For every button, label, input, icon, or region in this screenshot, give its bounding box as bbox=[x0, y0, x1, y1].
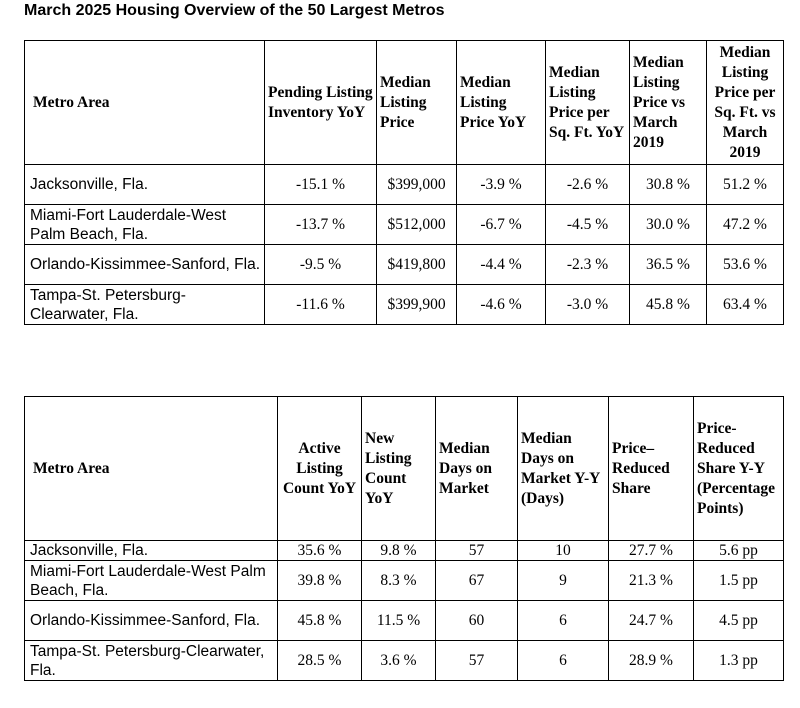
value-cell: 27.7 % bbox=[609, 541, 694, 561]
value-cell: 1.5 pp bbox=[694, 561, 784, 601]
value-cell: 9.8 % bbox=[362, 541, 436, 561]
value-cell: 60 bbox=[436, 601, 518, 641]
column-header: Median Days on Market Y-Y (Days) bbox=[518, 397, 609, 541]
metro-cell: Orlando-Kissimmee-Sanford, Fla. bbox=[25, 245, 265, 285]
column-header: Median Listing Price per Sq. Ft. YoY bbox=[546, 41, 630, 165]
housing-listing-price-table bbox=[24, 40, 784, 325]
value-cell: 39.8 % bbox=[278, 561, 362, 601]
table-row bbox=[25, 165, 784, 205]
value-cell: -3.9 % bbox=[457, 165, 546, 205]
column-header: New Listing Count YoY bbox=[362, 397, 436, 541]
table-row bbox=[25, 641, 784, 681]
value-cell: 9 bbox=[518, 561, 609, 601]
value-cell: 28.9 % bbox=[609, 641, 694, 681]
value-cell: -3.0 % bbox=[546, 285, 630, 325]
metro-cell: Jacksonville, Fla. bbox=[25, 541, 278, 561]
value-cell: -15.1 % bbox=[265, 165, 377, 205]
value-cell: $512,000 bbox=[377, 205, 457, 245]
metro-cell: Tampa-St. Petersburg-Clearwater, Fla. bbox=[25, 285, 265, 325]
value-cell: 5.6 pp bbox=[694, 541, 784, 561]
value-cell: 10 bbox=[518, 541, 609, 561]
column-header: Metro Area bbox=[25, 41, 265, 165]
value-cell: 4.5 pp bbox=[694, 601, 784, 641]
column-header: Price-Reduced Share Y-Y (Percentage Points) bbox=[694, 397, 784, 541]
metro-cell: Miami-Fort Lauderdale-West Palm Beach, Fla. bbox=[25, 205, 265, 245]
column-header: Metro Area bbox=[25, 397, 278, 541]
value-cell: 57 bbox=[436, 641, 518, 681]
table-row bbox=[25, 245, 784, 285]
metro-cell: Orlando-Kissimmee-Sanford, Fla. bbox=[25, 601, 278, 641]
table-row bbox=[25, 285, 784, 325]
column-header: Median Listing Price YoY bbox=[457, 41, 546, 165]
value-cell: $399,000 bbox=[377, 165, 457, 205]
value-cell: 63.4 % bbox=[707, 285, 784, 325]
value-cell: -4.5 % bbox=[546, 205, 630, 245]
value-cell: -4.4 % bbox=[457, 245, 546, 285]
column-header: Pending Listing Inventory YoY bbox=[265, 41, 377, 165]
column-header: Median Days on Market bbox=[436, 397, 518, 541]
value-cell: -6.7 % bbox=[457, 205, 546, 245]
value-cell: -4.6 % bbox=[457, 285, 546, 325]
value-cell: 8.3 % bbox=[362, 561, 436, 601]
value-cell: 24.7 % bbox=[609, 601, 694, 641]
column-header: Median Listing Price bbox=[377, 41, 457, 165]
value-cell: 6 bbox=[518, 641, 609, 681]
value-cell: 51.2 % bbox=[707, 165, 784, 205]
table-header-row bbox=[25, 41, 784, 165]
value-cell: 36.5 % bbox=[630, 245, 707, 285]
table-row bbox=[25, 561, 784, 601]
page-title: March 2025 Housing Overview of the 50 Largest Metros bbox=[24, 2, 445, 19]
value-cell: -9.5 % bbox=[265, 245, 377, 285]
value-cell: 30.8 % bbox=[630, 165, 707, 205]
table-row bbox=[25, 541, 784, 561]
value-cell: 45.8 % bbox=[278, 601, 362, 641]
value-cell: 67 bbox=[436, 561, 518, 601]
value-cell: 53.6 % bbox=[707, 245, 784, 285]
value-cell: 6 bbox=[518, 601, 609, 641]
value-cell: 21.3 % bbox=[609, 561, 694, 601]
value-cell: 47.2 % bbox=[707, 205, 784, 245]
value-cell: -2.6 % bbox=[546, 165, 630, 205]
column-header: Median Listing Price vs March 2019 bbox=[630, 41, 707, 165]
value-cell: 57 bbox=[436, 541, 518, 561]
housing-market-activity-table bbox=[24, 396, 784, 681]
value-cell: $419,800 bbox=[377, 245, 457, 285]
metro-cell: Tampa-St. Petersburg-Clearwater, Fla. bbox=[25, 641, 278, 681]
value-cell: -11.6 % bbox=[265, 285, 377, 325]
value-cell: 30.0 % bbox=[630, 205, 707, 245]
value-cell: 28.5 % bbox=[278, 641, 362, 681]
metro-cell: Miami-Fort Lauderdale-West Palm Beach, Fla. bbox=[25, 561, 278, 601]
table-header-row bbox=[25, 397, 784, 541]
column-header: Active Listing Count YoY bbox=[278, 397, 362, 541]
value-cell: -13.7 % bbox=[265, 205, 377, 245]
table-row bbox=[25, 205, 784, 245]
column-header: Median Listing Price per Sq. Ft. vs March 2019 bbox=[707, 41, 784, 165]
value-cell: -2.3 % bbox=[546, 245, 630, 285]
metro-cell: Jacksonville, Fla. bbox=[25, 165, 265, 205]
value-cell: 1.3 pp bbox=[694, 641, 784, 681]
value-cell: 45.8 % bbox=[630, 285, 707, 325]
value-cell: 3.6 % bbox=[362, 641, 436, 681]
value-cell: $399,900 bbox=[377, 285, 457, 325]
column-header: Price–Reduced Share bbox=[609, 397, 694, 541]
value-cell: 11.5 % bbox=[362, 601, 436, 641]
table-row bbox=[25, 601, 784, 641]
value-cell: 35.6 % bbox=[278, 541, 362, 561]
